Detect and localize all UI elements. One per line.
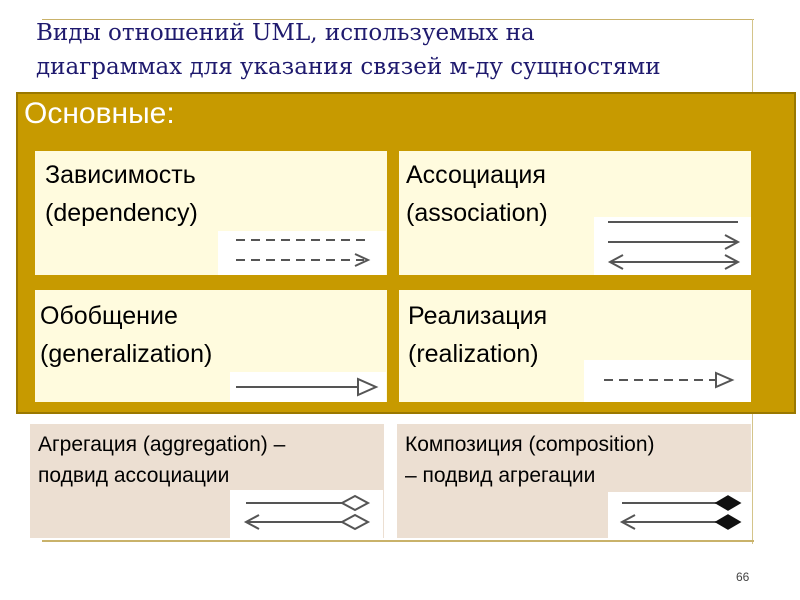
- realization-term: (realization): [408, 340, 539, 368]
- dependency-name: Зависимость: [45, 161, 196, 189]
- bottom-rule: [42, 540, 754, 542]
- association-name: Ассоциация: [406, 161, 546, 189]
- aggregation-diamond-lower: [342, 515, 368, 529]
- association-term: (association): [406, 199, 548, 227]
- page-number: 66: [736, 570, 750, 584]
- aggregation-line-2: подвид ассоциации: [38, 464, 230, 487]
- realization-name: Реализация: [408, 302, 548, 330]
- generalization-name: Обобщение: [40, 302, 178, 330]
- slide-title-line-1: Виды отношений UML, используемых на: [36, 20, 535, 46]
- aggregation-line-1: Агрегация (aggregation) –: [38, 433, 286, 456]
- aggregation-diamond-upper: [342, 496, 368, 510]
- composition-line-1: Композиция (composition): [405, 433, 655, 456]
- dependency-term: (dependency): [45, 199, 198, 227]
- composition-line-2: – подвид агрегации: [405, 464, 596, 487]
- slide-title-line-2: диаграммах для указания связей м-ду сущностями: [36, 54, 661, 80]
- generalization-triangle: [358, 379, 376, 395]
- panel-heading: Основные:: [24, 97, 175, 130]
- realization-triangle: [716, 373, 732, 387]
- composition-diamond-lower: [716, 515, 740, 529]
- generalization-term: (generalization): [40, 340, 213, 368]
- composition-diamond-upper: [716, 496, 740, 510]
